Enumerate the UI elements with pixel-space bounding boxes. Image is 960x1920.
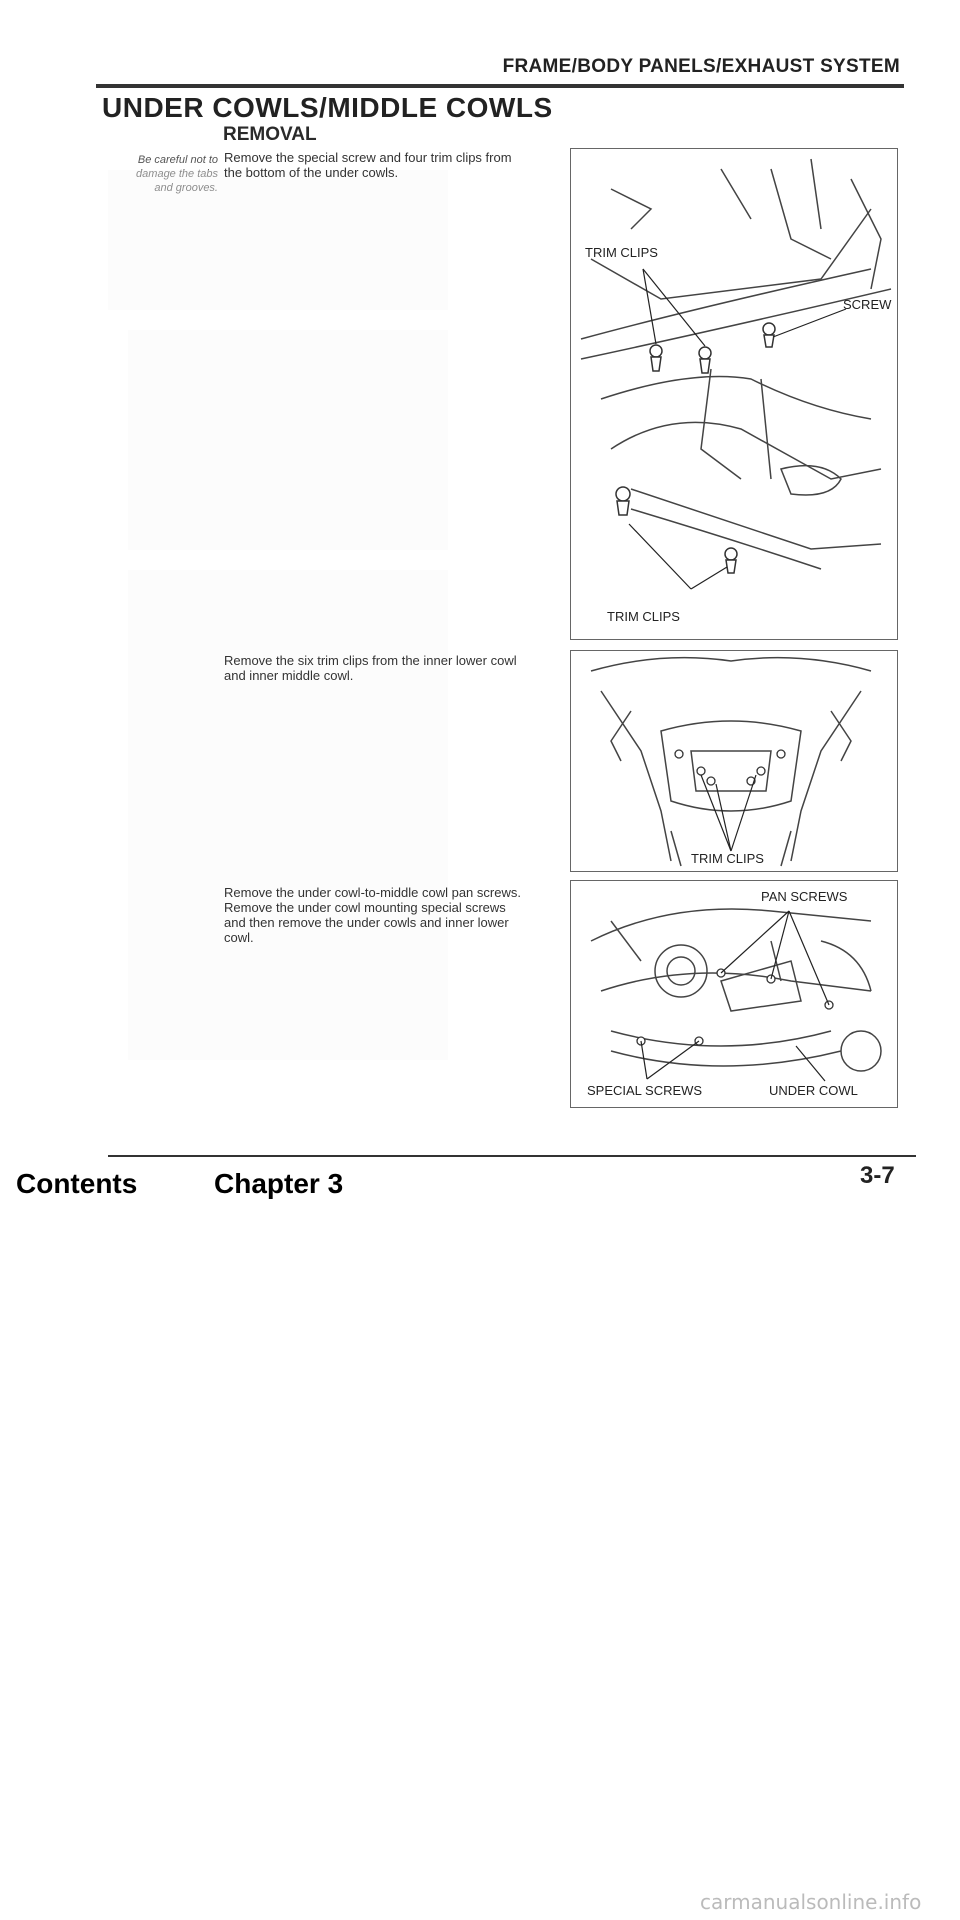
text-line: the bottom of the under cowls. [224, 165, 399, 180]
section-header: FRAME/BODY PANELS/EXHAUST SYSTEM [502, 56, 900, 77]
figure-label: TRIM CLIPS [607, 609, 680, 624]
text-line: and then remove the under cowls and inner lower [224, 915, 509, 930]
header-rule [96, 84, 904, 88]
figure-under-cowl-screws [570, 880, 898, 1108]
text-line: Remove the under cowl mounting special screws [224, 900, 506, 915]
bleed-through-figure [128, 330, 448, 550]
text-line: cowl. [224, 930, 254, 945]
text-line: Remove the special screw and four trim clips from [224, 150, 512, 165]
figure-inner-cowls [570, 650, 898, 872]
page-number: 3-7 [860, 1162, 895, 1189]
text-line: and inner middle cowl. [224, 668, 354, 683]
figure-label: TRIM CLIPS [691, 851, 764, 866]
bleed-through-figure [128, 570, 448, 1060]
step-3-text [224, 885, 564, 945]
text-line: Remove the under cowl-to-middle cowl pan screws. [224, 885, 521, 900]
step-2-text [224, 653, 564, 683]
page-title: UNDER COWLS/MIDDLE COWLS [102, 92, 553, 123]
figure-label: SPECIAL SCREWS [587, 1083, 703, 1098]
chapter-link[interactable]: Chapter 3 [214, 1168, 344, 1199]
figure-label: SCREW [843, 297, 892, 312]
note-line: Be careful not to [137, 154, 218, 166]
watermark-text: carmanualsonline.info [700, 1890, 922, 1914]
step-1-text [224, 150, 564, 180]
figure-label: PAN SCREWS [761, 889, 848, 904]
text-line: Remove the six trim clips from the inner lower cowl [224, 653, 517, 668]
bleed-through-figure [108, 170, 448, 310]
note-line: and grooves. [154, 182, 218, 194]
figure-label: UNDER COWL [769, 1083, 858, 1098]
contents-link[interactable]: Contents [16, 1168, 138, 1199]
figure-under-cowl-bottom [570, 148, 898, 640]
note-line: damage the tabs [136, 168, 218, 180]
subsection-title: REMOVAL [223, 124, 317, 145]
bottom-rule [108, 1155, 916, 1157]
figure-label: TRIM CLIPS [585, 245, 658, 260]
